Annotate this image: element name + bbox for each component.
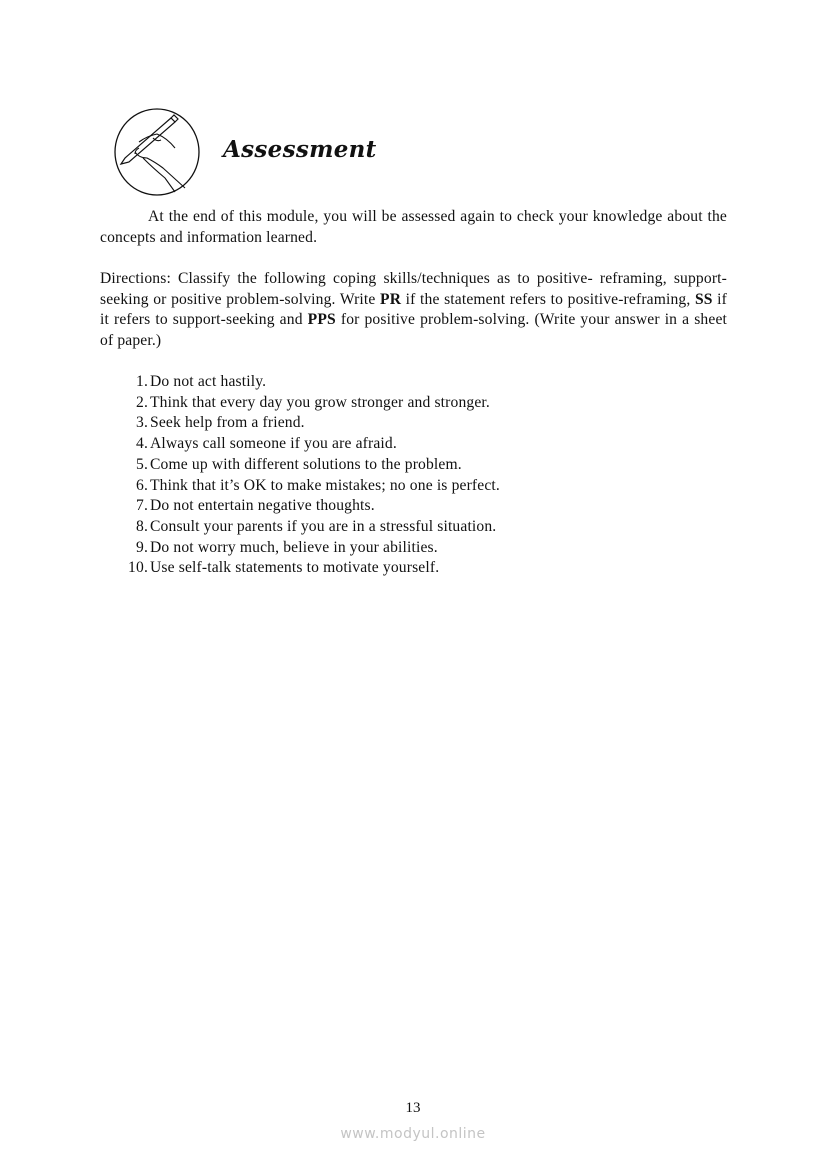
item-text: Seek help from a friend. — [150, 414, 305, 432]
code-ss: SS — [694, 290, 713, 308]
directions-text: if the statement refers to positive-reframing, — [401, 290, 695, 308]
item-text: Consult your parents if you are in a stressful situation. — [150, 517, 497, 535]
item-number: 8. — [136, 517, 148, 535]
directions-text: Directions: Classify the following coping skills/techniques as to positive- reframing, support-seeking or positive problem-solving. Write — [100, 270, 727, 308]
list-item — [100, 413, 500, 434]
item-text: Do not act hastily. — [150, 373, 267, 390]
list-item — [100, 393, 500, 414]
directions-text: if it refers to support-seeking and — [100, 290, 728, 329]
directions-paragraph — [100, 269, 727, 352]
item-number: 6. — [136, 476, 148, 494]
list-item — [100, 496, 500, 517]
item-text: Come up with different solutions to the problem. — [150, 455, 462, 473]
list-item — [100, 517, 500, 538]
item-text: Always call someone if you are afraid. — [150, 435, 397, 453]
list-item — [100, 455, 500, 476]
assessment-items — [100, 372, 500, 579]
list-item — [100, 558, 500, 579]
list-item — [100, 372, 500, 393]
item-number: 10. — [128, 559, 148, 577]
item-text: Use self-talk statements to motivate yourself. — [150, 559, 440, 577]
item-text: Think that every day you grow stronger and stronger. — [150, 393, 490, 411]
item-text: Do not worry much, believe in your abilities. — [150, 538, 438, 556]
intro-text: At the end of this module, you will be assessed again to check your knowledge about the concepts and information learned. — [100, 208, 727, 246]
item-text: Do not entertain negative thoughts. — [150, 497, 375, 515]
intro-paragraph — [100, 207, 727, 248]
code-pps: PPS — [307, 311, 336, 329]
item-number: 4. — [136, 435, 148, 453]
list-item — [100, 538, 500, 559]
item-number: 7. — [136, 497, 148, 515]
item-number: 5. — [136, 455, 148, 473]
page-title: Assessment — [223, 136, 377, 163]
item-number: 1. — [136, 373, 148, 390]
item-number: 9. — [136, 538, 148, 556]
watermark: www.modyul.online — [340, 1126, 486, 1142]
item-number: 3. — [136, 414, 148, 432]
list-item — [100, 476, 500, 497]
hand-writing-pencil-icon — [113, 108, 201, 196]
list-item — [100, 434, 500, 455]
item-text: Think that it’s OK to make mistakes; no one is perfect. — [150, 476, 500, 494]
code-pr: PR — [380, 290, 402, 308]
page-number: 13 — [405, 1100, 421, 1116]
directions-text: for positive problem-solving. (Write your answer in a sheet of paper.) — [100, 311, 727, 350]
item-number: 2. — [136, 393, 148, 411]
